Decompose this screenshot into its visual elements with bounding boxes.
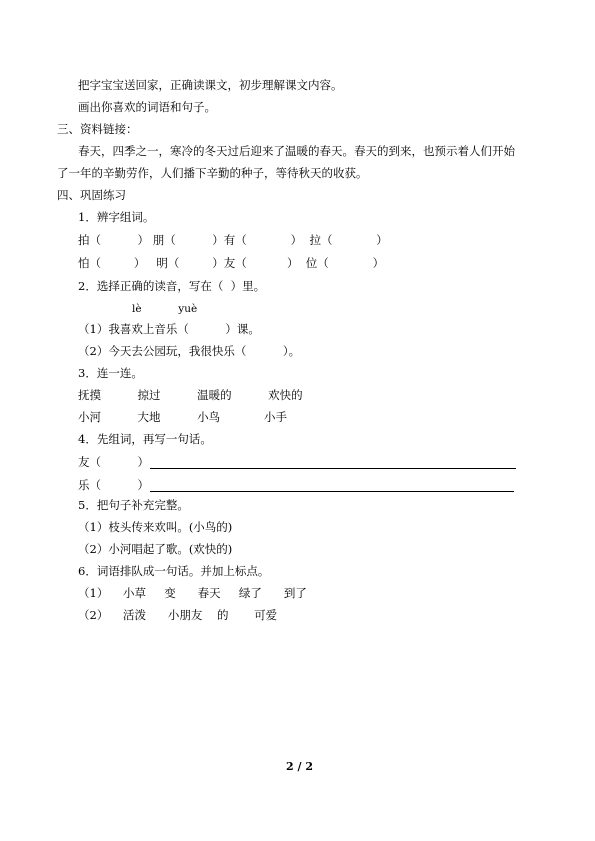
question-item: （1）枝头传来欢叫。(小鸟的)	[78, 520, 233, 534]
question-item: （1） 小草 变 春天 绿了 到了	[78, 586, 307, 600]
question-item: （2）今天去公园玩，我很快乐（ ）。	[78, 344, 301, 358]
page-number: 2 / 2	[286, 760, 313, 773]
question-row: 怕（ ） 明（ ）友（ ） 位（ ）	[78, 256, 385, 270]
question-item: （2）小河唱起了歌。(欢快的)	[78, 542, 233, 556]
question-title: 6．词语排队成一句话。并加上标点。	[78, 564, 270, 578]
section-heading: 四、巩固练习	[57, 188, 126, 202]
question-title: 1．辨字组词。	[78, 210, 155, 224]
question-title: 2．选择正确的读音，写在（ ）里。	[78, 279, 266, 293]
writing-line	[150, 491, 514, 492]
pinyin-options: lè yuè	[132, 303, 198, 315]
match-row: 小河 大地 小鸟 小手	[78, 410, 287, 424]
paragraph-line: 春天，四季之一，寒冷的冬天过后迎来了温暖的春天。春天的到来，也预示着人们开始	[78, 144, 515, 158]
question-title: 4．先组词，再写一句话。	[78, 432, 212, 446]
question-title: 3．连一连。	[78, 366, 143, 380]
match-row: 抚摸 掠过 温暖的 欢快的	[78, 388, 303, 402]
question-row: 拍（ ） 朋（ ）有（ ） 拉（ ）	[78, 233, 388, 247]
section-heading: 三、资料链接：	[57, 122, 138, 136]
question-item: 乐（ ）	[78, 478, 150, 492]
text-line: 画出你喜欢的词语和句子。	[78, 100, 216, 114]
question-item: （1）我喜欢上音乐（ ）课。	[78, 322, 260, 336]
text-line: 把字宝宝送回家，正确读课文，初步理解课文内容。	[78, 78, 343, 92]
writing-line	[150, 468, 516, 469]
question-item: 友（ ）	[78, 455, 150, 469]
question-title: 5．把句子补充完整。	[78, 498, 189, 512]
paragraph-line: 了一年的辛勤劳作，人们播下辛勤的种子，等待秋天的收获。	[57, 166, 368, 180]
question-item: （2） 活泼 小朋友 的 可爱	[78, 608, 278, 622]
